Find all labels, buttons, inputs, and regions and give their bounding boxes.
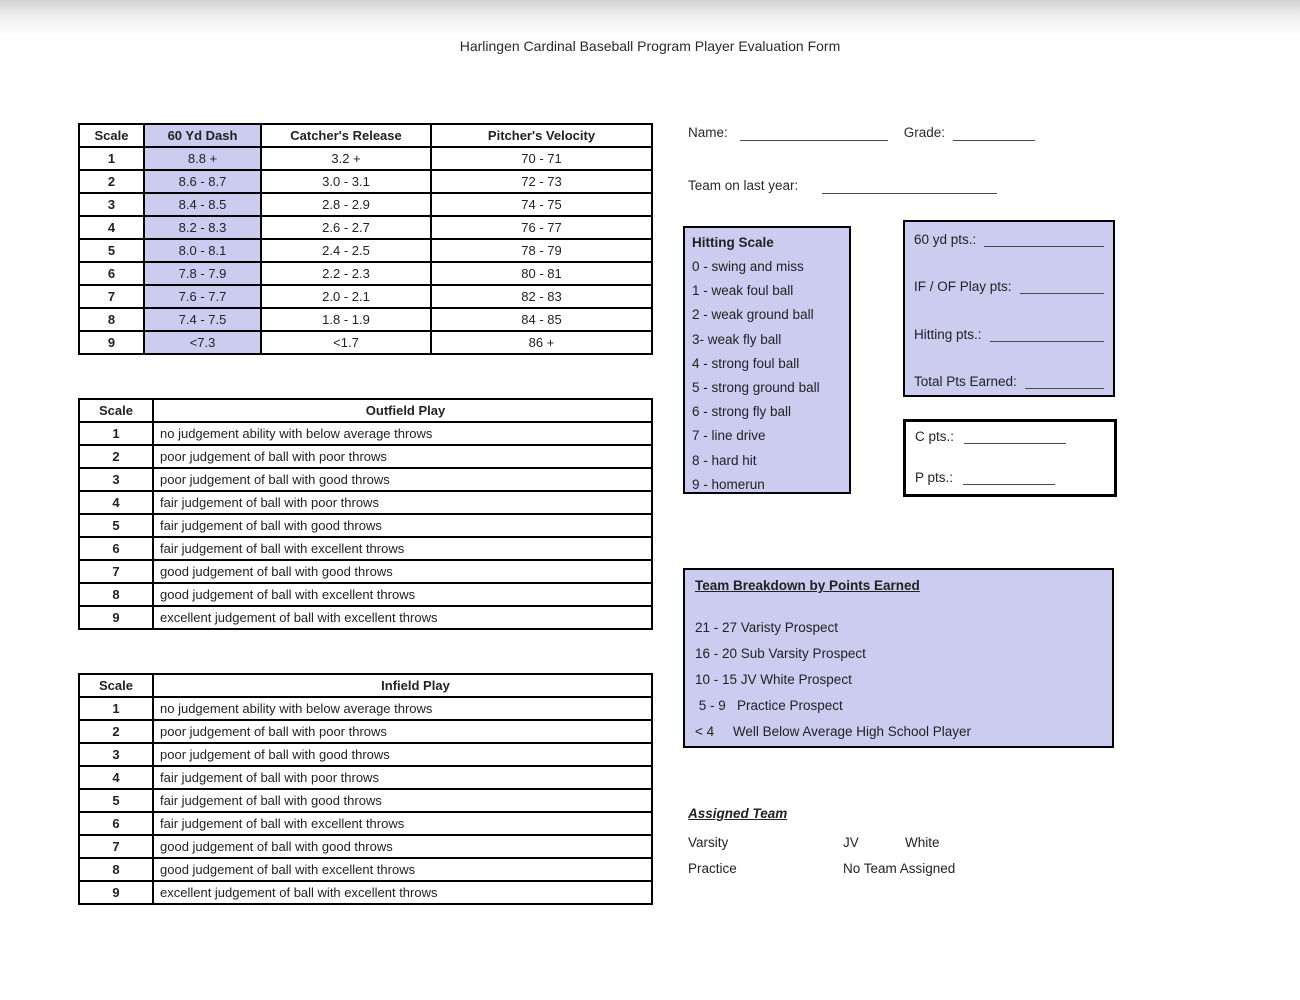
outfield-table-body — [79, 422, 652, 629]
speed-table-body — [79, 147, 652, 354]
infield-play-table — [78, 673, 653, 905]
table-row — [79, 147, 652, 170]
outfield-header-scale: Scale — [79, 399, 153, 422]
table-row — [79, 193, 652, 216]
table-row — [79, 835, 652, 858]
scale-cell: 7 — [79, 560, 153, 583]
table-row — [79, 583, 652, 606]
velocity-cell: 82 - 83 — [431, 285, 652, 308]
pitcher-pts-line — [915, 470, 1105, 485]
judgement-description-cell: no judgement ability with below average throws — [153, 422, 652, 445]
page-top-shadow — [0, 0, 1300, 36]
team-breakdown-item: 21 - 27 Varisty Prospect — [695, 620, 839, 635]
page-title: Harlingen Cardinal Baseball Program Player Evaluation Form — [459, 38, 841, 54]
assigned-team-option-jv[interactable]: JV — [843, 835, 859, 850]
table-row — [79, 881, 652, 904]
release-cell: 2.0 - 2.1 — [261, 285, 431, 308]
scale-cell: 9 — [79, 881, 153, 904]
scale-cell: 6 — [79, 262, 144, 285]
scale-cell: 7 — [79, 835, 153, 858]
judgement-description-cell: fair judgement of ball with excellent throws — [153, 537, 652, 560]
grade-label: Grade: — [903, 125, 946, 140]
team-breakdown-item: 10 - 15 JV White Prospect — [695, 672, 852, 687]
hitting-scale-list — [692, 255, 842, 497]
points-line-ifof — [914, 279, 1104, 294]
release-cell: 2.6 - 2.7 — [261, 216, 431, 239]
outfield-table-header-row — [79, 399, 652, 422]
team-breakdown-item: 5 - 9 Practice Prospect — [695, 698, 843, 713]
scale-cell: 3 — [79, 468, 153, 491]
table-row — [79, 858, 652, 881]
velocity-cell: 80 - 81 — [431, 262, 652, 285]
judgement-description-cell: good judgement of ball with excellent throws — [153, 583, 652, 606]
table-row — [79, 697, 652, 720]
table-row — [79, 262, 652, 285]
table-row — [79, 468, 652, 491]
hitting-scale-item: 8 - hard hit — [692, 452, 757, 468]
total-pts-label: Total Pts Earned: — [914, 373, 1017, 389]
hitting-pts-label: Hitting pts.: — [914, 326, 982, 342]
table-row — [79, 308, 652, 331]
table-row — [79, 560, 652, 583]
table-row — [79, 491, 652, 514]
dash-cell: 8.6 - 8.7 — [144, 170, 261, 193]
points-summary-box — [903, 220, 1115, 397]
hitting-scale-item: 3- weak fly ball — [692, 331, 782, 347]
points-line-total — [914, 374, 1104, 389]
assigned-team-option-varsity[interactable]: Varsity — [688, 835, 729, 850]
release-cell: <1.7 — [261, 331, 431, 354]
assigned-team-row-2 — [688, 857, 1118, 883]
hitting-scale-box — [683, 226, 851, 494]
hitting-scale-item: 6 - strong fly ball — [692, 404, 792, 420]
scale-cell: 2 — [79, 445, 153, 468]
scale-cell: 5 — [79, 789, 153, 812]
hitting-scale-item: 7 - line drive — [692, 428, 766, 444]
assigned-team-row-1 — [688, 831, 1118, 857]
release-cell: 2.2 - 2.3 — [261, 262, 431, 285]
team-breakdown-box — [683, 568, 1114, 748]
infield-table-header-row — [79, 674, 652, 697]
hitting-scale-item: 4 - strong foul ball — [692, 355, 800, 371]
p-pts-field-blank[interactable] — [963, 470, 1055, 485]
table-row — [79, 766, 652, 789]
c-pts-label: C pts.: — [915, 429, 955, 444]
name-label: Name: — [688, 125, 728, 140]
release-cell: 3.0 - 3.1 — [261, 170, 431, 193]
judgement-description-cell: fair judgement of ball with poor throws — [153, 766, 652, 789]
judgement-description-cell: fair judgement of ball with good throws — [153, 789, 652, 812]
table-row — [79, 445, 652, 468]
table-row — [79, 422, 652, 445]
scale-cell: 4 — [79, 216, 144, 239]
scale-cell: 9 — [79, 606, 153, 629]
judgement-description-cell: fair judgement of ball with poor throws — [153, 491, 652, 514]
judgement-description-cell: poor judgement of ball with good throws — [153, 468, 652, 491]
table-row — [79, 216, 652, 239]
dash-cell: 8.2 - 8.3 — [144, 216, 261, 239]
assigned-team-title: Assigned Team — [688, 806, 788, 821]
judgement-description-cell: poor judgement of ball with poor throws — [153, 720, 652, 743]
speed-table-header-row — [79, 124, 652, 147]
scale-cell: 4 — [79, 491, 153, 514]
speed-header-scale: Scale — [79, 124, 144, 147]
table-row — [79, 720, 652, 743]
outfield-header-title: Outfield Play — [153, 399, 652, 422]
hitting-scale-item: 9 - homerun — [692, 476, 765, 492]
assigned-team-option-white[interactable]: White — [905, 835, 940, 850]
team-breakdown-title: Team Breakdown by Points Earned — [695, 578, 920, 593]
hitting-pts-field-blank[interactable] — [990, 327, 1104, 342]
assigned-team-option-practice[interactable]: Practice — [688, 861, 737, 876]
infield-table-body — [79, 697, 652, 904]
assigned-team-section — [688, 806, 1118, 883]
velocity-cell: 70 - 71 — [431, 147, 652, 170]
scale-cell: 1 — [79, 147, 144, 170]
velocity-cell: 78 - 79 — [431, 239, 652, 262]
infield-header-title: Infield Play — [153, 674, 652, 697]
velocity-cell: 86 + — [431, 331, 652, 354]
judgement-description-cell: good judgement of ball with excellent throws — [153, 858, 652, 881]
hitting-scale-item: 5 - strong ground ball — [692, 380, 820, 396]
scale-cell: 3 — [79, 743, 153, 766]
velocity-cell: 74 - 75 — [431, 193, 652, 216]
ifof-pts-field-blank[interactable] — [1020, 279, 1104, 294]
team-last-year-row — [688, 178, 997, 194]
dash-cell: 7.4 - 7.5 — [144, 308, 261, 331]
scale-cell: 2 — [79, 170, 144, 193]
team-last-year-label: Team on last year: — [688, 178, 799, 193]
scale-cell: 5 — [79, 514, 153, 537]
judgement-description-cell: good judgement of ball with good throws — [153, 560, 652, 583]
release-cell: 1.8 - 1.9 — [261, 308, 431, 331]
team-breakdown-item: < 4 Well Below Average High School Player — [695, 724, 972, 739]
table-row — [79, 331, 652, 354]
dash-cell: 8.4 - 8.5 — [144, 193, 261, 216]
judgement-description-cell: poor judgement of ball with poor throws — [153, 445, 652, 468]
assigned-team-option-no-team[interactable]: No Team Assigned — [843, 861, 956, 876]
scale-cell: 9 — [79, 331, 144, 354]
judgement-description-cell: fair judgement of ball with good throws — [153, 514, 652, 537]
catcher-pts-line — [915, 429, 1105, 444]
scale-cell: 1 — [79, 697, 153, 720]
scale-cell: 8 — [79, 858, 153, 881]
points-line-60yd — [914, 232, 1104, 247]
velocity-cell: 72 - 73 — [431, 170, 652, 193]
name-field-blank[interactable] — [740, 126, 888, 141]
team-last-year-field-blank[interactable] — [822, 179, 997, 194]
table-row — [79, 537, 652, 560]
team-breakdown-item: 16 - 20 Sub Varsity Prospect — [695, 646, 866, 661]
judgement-description-cell: excellent judgement of ball with excellent throws — [153, 606, 652, 629]
scale-cell: 8 — [79, 583, 153, 606]
table-row — [79, 812, 652, 835]
judgement-description-cell: excellent judgement of ball with excellent throws — [153, 881, 652, 904]
speed-header-dash: 60 Yd Dash — [144, 124, 261, 147]
ifof-pts-label: IF / OF Play pts: — [914, 279, 1012, 295]
table-row — [79, 606, 652, 629]
table-row — [79, 239, 652, 262]
hitting-scale-item: 1 - weak foul ball — [692, 283, 794, 299]
hitting-scale-title: Hitting Scale — [692, 235, 774, 250]
60yd-pts-label: 60 yd pts.: — [914, 232, 977, 247]
table-row — [79, 789, 652, 812]
speed-header-release: Catcher's Release — [261, 124, 431, 147]
dash-cell: 8.0 - 8.1 — [144, 239, 261, 262]
speed-scale-table — [78, 123, 653, 355]
release-cell: 2.8 - 2.9 — [261, 193, 431, 216]
speed-header-velocity: Pitcher's Velocity — [431, 124, 652, 147]
grade-field-blank[interactable] — [953, 126, 1035, 141]
name-grade-row — [688, 125, 1035, 141]
hitting-scale-item: 0 - swing and miss — [692, 259, 804, 274]
table-row — [79, 285, 652, 308]
judgement-description-cell: fair judgement of ball with excellent throws — [153, 812, 652, 835]
dash-cell: 7.8 - 7.9 — [144, 262, 261, 285]
release-cell: 2.4 - 2.5 — [261, 239, 431, 262]
scale-cell: 5 — [79, 239, 144, 262]
total-pts-field-blank[interactable] — [1025, 374, 1104, 389]
c-pts-field-blank[interactable] — [964, 429, 1066, 444]
scale-cell: 1 — [79, 422, 153, 445]
catcher-pitcher-points-box — [903, 419, 1117, 497]
scale-cell: 3 — [79, 193, 144, 216]
judgement-description-cell: poor judgement of ball with good throws — [153, 743, 652, 766]
scale-cell: 7 — [79, 285, 144, 308]
team-breakdown-list — [695, 615, 1102, 745]
velocity-cell: 84 - 85 — [431, 308, 652, 331]
outfield-play-table — [78, 398, 653, 630]
scale-cell: 4 — [79, 766, 153, 789]
scale-cell: 2 — [79, 720, 153, 743]
table-row — [79, 743, 652, 766]
dash-cell: 7.6 - 7.7 — [144, 285, 261, 308]
infield-header-scale: Scale — [79, 674, 153, 697]
velocity-cell: 76 - 77 — [431, 216, 652, 239]
hitting-scale-item: 2 - weak ground ball — [692, 307, 814, 323]
judgement-description-cell: good judgement of ball with good throws — [153, 835, 652, 858]
p-pts-label: P pts.: — [915, 470, 954, 485]
release-cell: 3.2 + — [261, 147, 431, 170]
scale-cell: 8 — [79, 308, 144, 331]
scale-cell: 6 — [79, 537, 153, 560]
dash-cell: <7.3 — [144, 331, 261, 354]
60yd-pts-field-blank[interactable] — [984, 232, 1104, 247]
dash-cell: 8.8 + — [144, 147, 261, 170]
scale-cell: 6 — [79, 812, 153, 835]
table-row — [79, 514, 652, 537]
table-row — [79, 170, 652, 193]
judgement-description-cell: no judgement ability with below average throws — [153, 697, 652, 720]
points-line-hitting — [914, 327, 1104, 342]
